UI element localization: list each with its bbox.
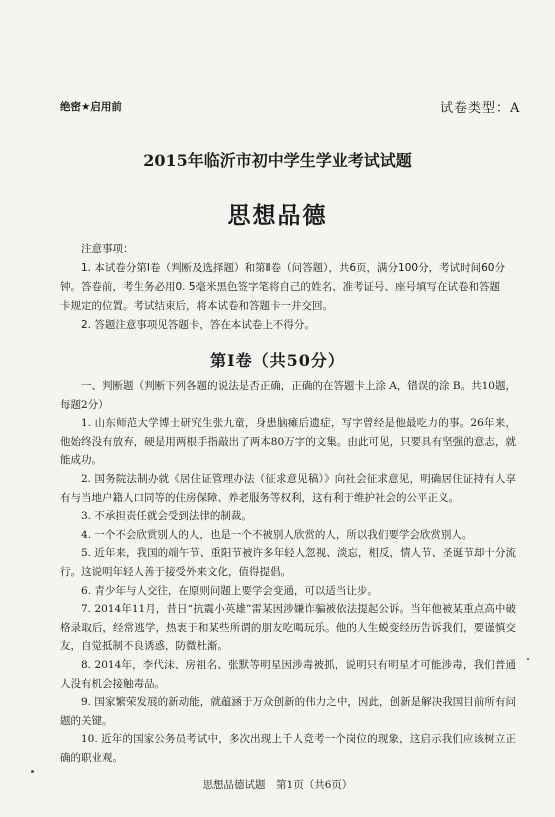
question-item: 4. 一个不会欣赏别人的人，也是一个不被别人欣赏的人，所以我们要学会欣赏别人。 (81, 528, 473, 541)
question-item: 10. 近年的国家公务员考试中，多次出现上千人竞考一个岗位的现象，这启示我们应该树立正确的职业观。 (60, 733, 516, 764)
part-instruction: 一、判断题（判断下列各题的说法是否正确，正确的在答题卡上涂 A，错误的涂 B。共10题，每题2分） (60, 380, 516, 411)
confidential-label: 绝密★启用前 (60, 101, 122, 113)
scan-speck (31, 770, 34, 773)
subject-title: 思想品德 (227, 203, 328, 229)
page-footer: 思想品德试题 第1页（共6页） (202, 779, 353, 791)
question-item: 9. 国家繁荣发展的新动能，就蕴涵于万众创新的伟力之中，因此，创新是解决我国目前所有问题的关键。 (60, 696, 516, 727)
notice-item: 2. 答题注意事项见答题卡，答在本试卷上不得分。 (81, 319, 315, 331)
question-item: 1. 山东师范大学博士研究生张九童，身患脑瘫后遗症，写字曾经是他最吃力的事。26年来，他始终没有放弃，硬是用两根手指敲出了两本80万字的文集。由此可见，只要具有坚强的意志，就能成功。 (60, 417, 516, 467)
exam-title: 2015年临沂市初中学生学业考试试题 (143, 151, 412, 170)
notice-item: 1. 本试卷分第Ⅰ卷（判断及选择题）和第Ⅱ卷（问答题），共6页，满分100分，考试时间60分钟。答卷前，考生务必用0. 5毫米黑色签字笔将自己的姓名、准考证号、座号填写在试卷和答题卡规定的位置。考试结束后，将本试卷和答题卡一并交回。 (60, 262, 505, 312)
question-item: 3. 不承担责任就会受到法律的制裁。 (81, 510, 252, 523)
question-item: 2. 国务院法制办就《居住证管理办法（征求意见稿）》向社会征求意见，明确居住证持有人享有与当地户籍人口同等的住房保障、养老服务等权利，这有利于维护社会的公平正义。 (60, 472, 516, 504)
scan-speck (527, 658, 529, 660)
question-item: 6. 青少年与人交往，在原则问题上要学会变通，可以适当让步。 (81, 584, 378, 597)
question-body (60, 377, 516, 767)
paper-type-label: 试卷类型：A (440, 101, 521, 116)
section-title: 第Ⅰ卷（共50分） (210, 351, 345, 370)
question-item: 7. 2014年11月，昔日“抗震小英雄”雷某因涉嫌诈骗被依法提起公诉。当年他被某重点高中破格录取后，经常逃学，热衷于和某些所谓的朋友吃喝玩乐。他的人生蜕变经历告诉我们，要谨慎交友，自觉抵制不良诱惑，防微杜渐。 (60, 603, 516, 653)
notice-heading: 注意事项： (81, 243, 134, 255)
notice-block (60, 240, 510, 335)
question-item: 8. 2014年，李代沫、房祖名、张默等明星因涉毒被抓，说明只有明星才可能涉毒，我们普通人没有机会接触毒品。 (60, 658, 516, 690)
question-item: 5. 近年来，我国的端午节、重阳节被许多年轻人忽视、淡忘，相反，情人节、圣诞节却十分流行。这说明年轻人善于接受外来文化，值得提倡。 (60, 547, 516, 578)
